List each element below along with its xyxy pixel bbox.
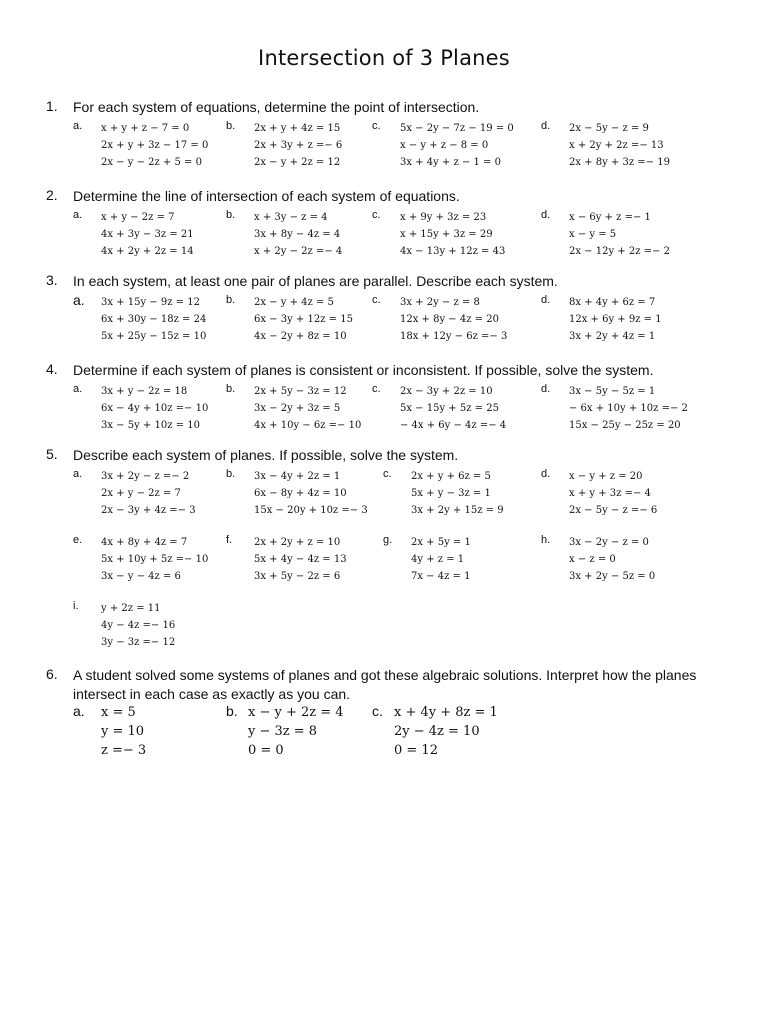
question-header — [46, 361, 726, 381]
question-text: A student solved some systems of planes and got these algebraic solutions. Interpret how the planes intersect in each case as exactly as you can. — [73, 667, 697, 702]
equation: x − y + 2z = 4 — [248, 705, 344, 720]
parts-row — [46, 466, 726, 517]
equation: x + 15y + 3z = 29 — [400, 229, 493, 240]
question-number: 6. — [46, 666, 58, 682]
equation: 15x − 25y − 25z = 20 — [569, 420, 681, 431]
part-label: a. — [73, 292, 85, 308]
equation: x − y + z − 8 = 0 — [400, 140, 489, 151]
equation: y + 2z = 11 — [101, 603, 161, 614]
equation-system — [569, 468, 657, 519]
question-header — [46, 446, 726, 466]
question-text: Describe each system of planes. If possible, solve the system. — [73, 447, 459, 463]
part-label: a. — [73, 120, 83, 132]
equation: 3x − 2y + 3z = 5 — [254, 403, 341, 414]
equation: 2x + y + 4z = 15 — [254, 123, 341, 134]
part-label: b. — [226, 209, 236, 221]
equation: 5x + 25y − 15z = 10 — [101, 331, 207, 342]
equation: 12x + 8y − 4z = 20 — [400, 314, 499, 325]
equation-system — [411, 468, 504, 519]
equation-system — [569, 209, 670, 260]
equation-system — [101, 294, 206, 345]
equation: 3x − 5y − 5z = 1 — [569, 386, 656, 397]
equation: 2x + 8y + 3z =− 19 — [569, 157, 670, 168]
equation: x + 3y − z = 4 — [254, 212, 328, 223]
equation: 0 = 12 — [394, 743, 438, 758]
equation: 3y − 3z =− 12 — [101, 637, 176, 648]
equation: 5x − 2y − 7z − 19 = 0 — [400, 123, 514, 134]
equation: 12x + 6y + 9z = 1 — [569, 314, 662, 325]
part-label: d. — [541, 383, 551, 395]
part-label: c. — [372, 120, 381, 132]
equation: x + 4y + 8z = 1 — [394, 705, 498, 720]
parts-row — [46, 118, 726, 169]
equation: 2x + y − 2z = 7 — [101, 488, 181, 499]
equation: 3x + 2y + 15z = 9 — [411, 505, 504, 516]
question-5 — [46, 446, 726, 649]
equation: x + 2y − 2z =− 4 — [254, 246, 343, 257]
part-label: a. — [73, 209, 83, 221]
equation: 0 = 0 — [248, 743, 284, 758]
equation: y = 10 — [101, 724, 145, 739]
equation: 3x + 2y + 4z = 1 — [569, 331, 656, 342]
part-label: g. — [383, 534, 393, 546]
equation: x − 6y + z =− 1 — [569, 212, 651, 223]
part-label: d. — [541, 468, 551, 480]
page-title: Intersection of 3 Planes — [258, 46, 510, 70]
equation-system — [254, 120, 342, 171]
part-label: b. — [226, 468, 236, 480]
question-header — [46, 187, 726, 207]
part-label: d. — [541, 294, 551, 306]
equation: 2x − 5y − z =− 6 — [569, 505, 658, 516]
equation: 2x − y + 2z = 12 — [254, 157, 341, 168]
equation: z =− 3 — [101, 743, 147, 758]
part-label: e. — [73, 534, 83, 546]
equation: 18x + 12y − 6z =− 3 — [400, 331, 508, 342]
question-number: 2. — [46, 187, 58, 203]
parts-row — [46, 292, 726, 343]
part-label: b. — [226, 383, 236, 395]
equation: 15x − 20y + 10z =− 3 — [254, 505, 368, 516]
equation: 2x − 5y − z = 9 — [569, 123, 649, 134]
equation-system — [101, 468, 196, 519]
equation-system — [101, 534, 208, 585]
equation: 5x − 15y + 5z = 25 — [400, 403, 499, 414]
equation: 8x + 4y + 6z = 7 — [569, 297, 656, 308]
question-header — [46, 272, 726, 292]
equation: 3x + 2y − 5z = 0 — [569, 571, 656, 582]
equation: 2x + y + 3z − 17 = 0 — [101, 140, 209, 151]
part-label: d. — [541, 120, 551, 132]
question-text: Determine the line of intersection of each system of equations. — [73, 188, 460, 204]
equation-system — [101, 209, 194, 260]
question-4 — [46, 361, 726, 432]
question-1 — [46, 98, 726, 169]
equation: 5x + y − 3z = 1 — [411, 488, 491, 499]
equation-system — [569, 534, 655, 585]
equation: 3x + 2y − z = 8 — [400, 297, 480, 308]
equation-system — [101, 120, 208, 171]
equation: x = 5 — [101, 705, 136, 720]
equation-system — [569, 383, 688, 434]
part-label: c. — [372, 209, 381, 221]
equation-system — [254, 383, 361, 434]
equation: 3x + 5y − 2z = 6 — [254, 571, 341, 582]
equation: 3x − 5y + 10z = 10 — [101, 420, 200, 431]
equation: 6x − 3y + 12z = 15 — [254, 314, 353, 325]
question-text: For each system of equations, determine the point of intersection. — [73, 99, 480, 115]
equation: 3x − 2y − z = 0 — [569, 537, 649, 548]
part-label: b. — [226, 294, 236, 306]
equation-system — [400, 120, 514, 171]
equation: 2x + y + 6z = 5 — [411, 471, 491, 482]
equation-system — [248, 703, 344, 760]
equation: 6x − 4y + 10z =− 10 — [101, 403, 209, 414]
equation: 2x − 3y + 4z =− 3 — [101, 505, 196, 516]
equation: 6x + 30y − 18z = 24 — [101, 314, 207, 325]
question-text: In each system, at least one pair of planes are parallel. Describe each system. — [73, 273, 558, 289]
equation: x + y + z − 7 = 0 — [101, 123, 190, 134]
part-label: c. — [372, 383, 381, 395]
equation: x − y + z = 20 — [569, 471, 643, 482]
equation-system — [569, 120, 670, 171]
equation: 2x + 3y + z =− 6 — [254, 140, 343, 151]
question-number: 4. — [46, 361, 58, 377]
equation-system — [254, 209, 342, 260]
equation: y − 3z = 8 — [248, 724, 318, 739]
equation-system — [411, 534, 471, 585]
part-label: c. — [372, 703, 383, 719]
equation: 4x + 3y − 3z = 21 — [101, 229, 194, 240]
equation: 3x + 8y − 4z = 4 — [254, 229, 341, 240]
equation: x + y − 2z = 7 — [101, 212, 175, 223]
part-label: a. — [73, 703, 85, 719]
part-label: c. — [372, 294, 381, 306]
part-label: i. — [73, 600, 79, 612]
equation: 4x + 2y + 2z = 14 — [101, 246, 194, 257]
equation: 4x + 8y + 4z = 7 — [101, 537, 188, 548]
equation-system — [254, 468, 368, 519]
part-label: f. — [226, 534, 233, 546]
equation: 4x + 10y − 6z =− 10 — [254, 420, 362, 431]
question-number: 1. — [46, 98, 58, 114]
equation: 2y − 4z = 10 — [394, 724, 480, 739]
equation: 7x − 4z = 1 — [411, 571, 471, 582]
equation: 2x + 5y = 1 — [411, 537, 471, 548]
equation: x − y = 5 — [569, 229, 617, 240]
equation: − 4x + 6y − 4z =− 4 — [400, 420, 507, 431]
part-label: a. — [73, 383, 83, 395]
parts-row — [46, 703, 726, 766]
part-label: c. — [383, 468, 392, 480]
part-label: h. — [541, 534, 551, 546]
question-number: 5. — [46, 446, 58, 462]
equation: − 6x + 10y + 10z =− 2 — [569, 403, 688, 414]
equation: 4y − 4z =− 16 — [101, 620, 176, 631]
equation-system — [101, 703, 146, 760]
question-3 — [46, 272, 726, 343]
equation: 4x − 2y + 8z = 10 — [254, 331, 347, 342]
part-label: b. — [226, 703, 238, 719]
equation: 2x − y − 2z + 5 = 0 — [101, 157, 202, 168]
parts-row — [46, 207, 726, 258]
equation-system — [101, 600, 175, 651]
equation: 2x − 12y + 2z =− 2 — [569, 246, 670, 257]
equation: 3x − 4y + 2z = 1 — [254, 471, 341, 482]
equation: 2x − 3y + 2z = 10 — [400, 386, 493, 397]
equation: x + 9y + 3z = 23 — [400, 212, 487, 223]
equation: 5x + 4y − 4z = 13 — [254, 554, 347, 565]
parts-row — [46, 532, 726, 583]
question-2 — [46, 187, 726, 258]
equation-system — [254, 294, 353, 345]
part-label: b. — [226, 120, 236, 132]
equation: 4x − 13y + 12z = 43 — [400, 246, 506, 257]
question-number: 3. — [46, 272, 58, 288]
question-text: Determine if each system of planes is consistent or inconsistent. If possible, solve the system. — [73, 362, 654, 378]
equation-system — [254, 534, 347, 585]
parts-row — [46, 598, 726, 649]
equation-system — [400, 383, 506, 434]
equation-system — [394, 703, 498, 760]
equation: 4y + z = 1 — [411, 554, 465, 565]
equation: 3x + 2y − z =− 2 — [101, 471, 190, 482]
parts-row — [46, 381, 726, 432]
equation: 2x + 2y + z = 10 — [254, 537, 341, 548]
equation: 2x + 5y − 3z = 12 — [254, 386, 347, 397]
equation: x − z = 0 — [569, 554, 616, 565]
equation: x + y + 3z =− 4 — [569, 488, 651, 499]
equation: 3x + y − 2z = 18 — [101, 386, 188, 397]
equation: 2x − y + 4z = 5 — [254, 297, 334, 308]
question-6 — [46, 666, 726, 766]
equation: x + 2y + 2z =− 13 — [569, 140, 664, 151]
equation-system — [400, 294, 507, 345]
equation: 3x + 15y − 9z = 12 — [101, 297, 200, 308]
equation: 3x − y − 4z = 6 — [101, 571, 181, 582]
question-header — [46, 666, 726, 706]
equation: 3x + 4y + z − 1 = 0 — [400, 157, 501, 168]
part-label: a. — [73, 468, 83, 480]
question-header — [46, 98, 726, 118]
equation: 6x − 8y + 4z = 10 — [254, 488, 347, 499]
equation-system — [400, 209, 505, 260]
equation: 5x + 10y + 5z =− 10 — [101, 554, 209, 565]
equation-system — [101, 383, 208, 434]
equation-system — [569, 294, 662, 345]
part-label: d. — [541, 209, 551, 221]
